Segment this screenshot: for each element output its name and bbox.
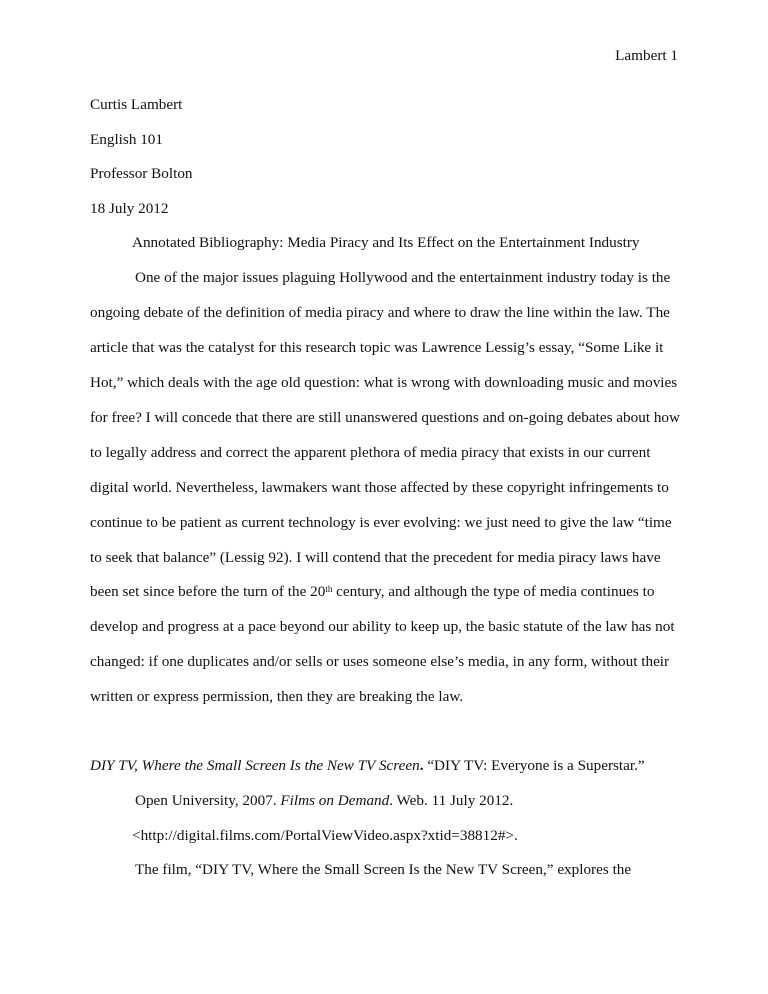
citation-database: Films on Demand [280,792,390,809]
body-line: to seek that balance” (Lessig 92). I will contend that the precedent for media piracy laws have [90,549,661,566]
running-head: Lambert 1 [615,47,678,64]
author-name: Curtis Lambert [90,96,183,113]
body-line: changed: if one duplicates and/or sells or uses someone else’s media, in any form, without their [90,653,670,670]
citation-subtitle: “DIY TV: Everyone is a Superstar.” [423,757,645,774]
citation-title: DIY TV, Where the Small Screen Is the New TV Screen [90,757,420,774]
body-line [90,582,654,602]
body-text-segment: been set since before the turn of the 20 [90,583,326,600]
body-line: develop and progress at a pace beyond our ability to keep up, the basic statute of the law has not [90,618,675,635]
course-name: English 101 [90,131,163,148]
citation-title-line [90,756,645,776]
document-title: Annotated Bibliography: Media Piracy and Its Effect on the Entertainment Industry [132,234,640,251]
body-line: for free? I will concede that there are still unanswered questions and on-going debates about how [90,409,680,426]
citation-publisher: Open University, 2007. [135,792,281,809]
citation-url: <http://digital.films.com/PortalViewVideo.aspx?xtid=38812#>. [132,827,518,844]
body-line: Hot,” which deals with the age old question: what is wrong with downloading music and movies [90,374,678,391]
date: 18 July 2012 [90,200,169,217]
superscript-ordinal: th [325,584,333,594]
body-line: One of the major issues plaguing Hollywood and the entertainment industry today is the [135,269,671,286]
citation-period: . [419,757,424,774]
citation-access: . Web. 11 July 2012. [389,792,514,809]
body-line: article that was the catalyst for this research topic was Lawrence Lessig’s essay, “Some Like it [90,339,664,356]
body-line: written or express permission, then they are breaking the law. [90,688,464,705]
body-line: to legally address and correct the apparent plethora of media piracy that exists in our current [90,444,651,461]
body-line: digital world. Nevertheless, lawmakers want those affected by these copyright infringements to [90,479,669,496]
professor-name: Professor Bolton [90,165,193,182]
citation-publisher-line [135,791,513,811]
body-line: ongoing debate of the definition of media piracy and where to draw the line within the law. The [90,304,670,321]
body-text-segment: century, and although the type of media continues to [332,583,655,600]
body-line: continue to be patient as current technology is ever evolving: we just need to give the law “time [90,514,672,531]
annotation-line: The film, “DIY TV, Where the Small Screen Is the New TV Screen,” explores the [135,861,632,878]
